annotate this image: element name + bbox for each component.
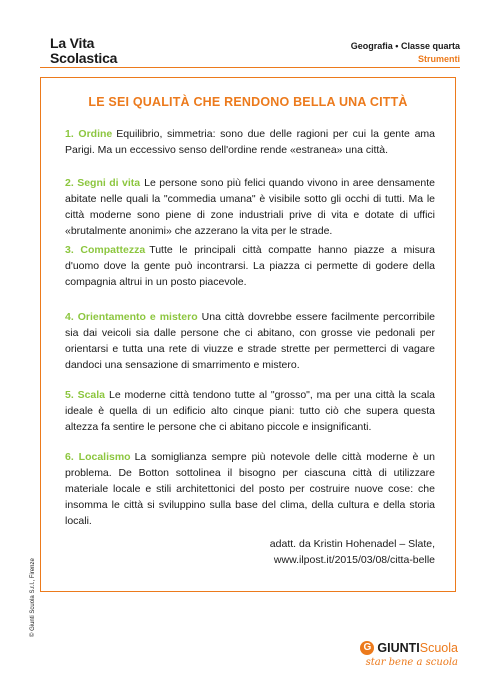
- quality-text: Una città dovrebbe essere facilmente percorribile sia dai veicoli sia dalle persone che ci abitano, con grosse vie pedonali per orientarsi e tutta una rete di viuzze e strade strette per permetterci di vagare dandoci una sensazione di smarrimento e mistero.: [65, 311, 435, 371]
- brand-scuola: Scuola: [419, 641, 458, 655]
- content-card: [40, 77, 456, 592]
- quality-label: 5. Scala: [65, 389, 106, 401]
- quality-text: Le moderne città tendono tutte al "grosso", ma per una città la scala ideale è quella di un edificio alto cinque piani: tutto ciò che supera questa altezza fa sentire le persone che ci abitano piccole e insignificanti.: [65, 389, 435, 433]
- quality-label: 4. Orientamento e mistero: [65, 311, 198, 323]
- section-label: Strumenti: [417, 54, 460, 64]
- quality-item-1: [65, 126, 435, 158]
- quality-label: 6. Localismo: [65, 451, 131, 463]
- source-citation: [270, 536, 435, 568]
- quality-label: 3. Compattezza: [65, 244, 146, 256]
- quality-text: La somiglianza sempre più notevole delle città moderne è un problema. De Botton sottolinea il bisogno per ciascuna città di utilizzare materiale locale e stili architettonici del posto per costruire nuove cose: che insomma le città si sviluppino sulla base del clima, della cultura e della storia locali.: [65, 451, 435, 527]
- quality-text: Equilibrio, simmetria: sono due delle ragioni per cui la gente ama Parigi. Ma un eccessivo senso dell'ordine rende «estranea» una città.: [65, 128, 436, 156]
- quality-label: 2. Segni di vita: [65, 177, 141, 189]
- logo-line-1: La Vita: [50, 35, 95, 51]
- header-info: [351, 40, 460, 66]
- quality-item-3: [65, 242, 435, 290]
- quality-text: Le persone sono più felici quando vivono in aree densamente abitate nelle quali la "commedia umana" è visibile sotto gli occhi di tutti. Ma le città moderne sono piene di zone industriali prive di vita e dotate di uffici «brutalmente anonimi» che azzerano la vita per le strade.: [65, 177, 435, 237]
- quality-text: Tutte le principali città compatte hanno piazze a misura d'uomo dove la gente può incontrarsi. La piazza ci permette di godere della compagnia altrui in un posto piacevole.: [65, 244, 435, 288]
- quality-item-6: [65, 449, 435, 529]
- logo: [50, 36, 117, 66]
- brand-giunti: GIUNTI: [377, 641, 420, 655]
- subject-label: Geografia • Classe quarta: [350, 41, 460, 51]
- copyright-text: © Giunti Scuola S.r.l., Firenze: [30, 558, 36, 637]
- giunti-logo-icon: G: [360, 641, 374, 655]
- quality-item-4: [65, 309, 435, 373]
- quality-item-5: [65, 387, 435, 435]
- quality-label: 1. Ordine: [65, 128, 113, 140]
- publisher-brand: [360, 641, 458, 668]
- quality-item-2: [65, 175, 435, 239]
- brand-tagline: star bene a scuola: [365, 657, 458, 668]
- logo-line-2: Scolastica: [50, 50, 118, 66]
- header-divider: [40, 67, 460, 68]
- source-url: www.ilpost.it/2015/03/08/citta-belle: [273, 554, 435, 566]
- card-title: LE SEI QUALITÀ CHE RENDONO BELLA UNA CITTÀ: [88, 95, 408, 109]
- source-author: adatt. da Kristin Hohenadel – Slate,: [269, 538, 435, 550]
